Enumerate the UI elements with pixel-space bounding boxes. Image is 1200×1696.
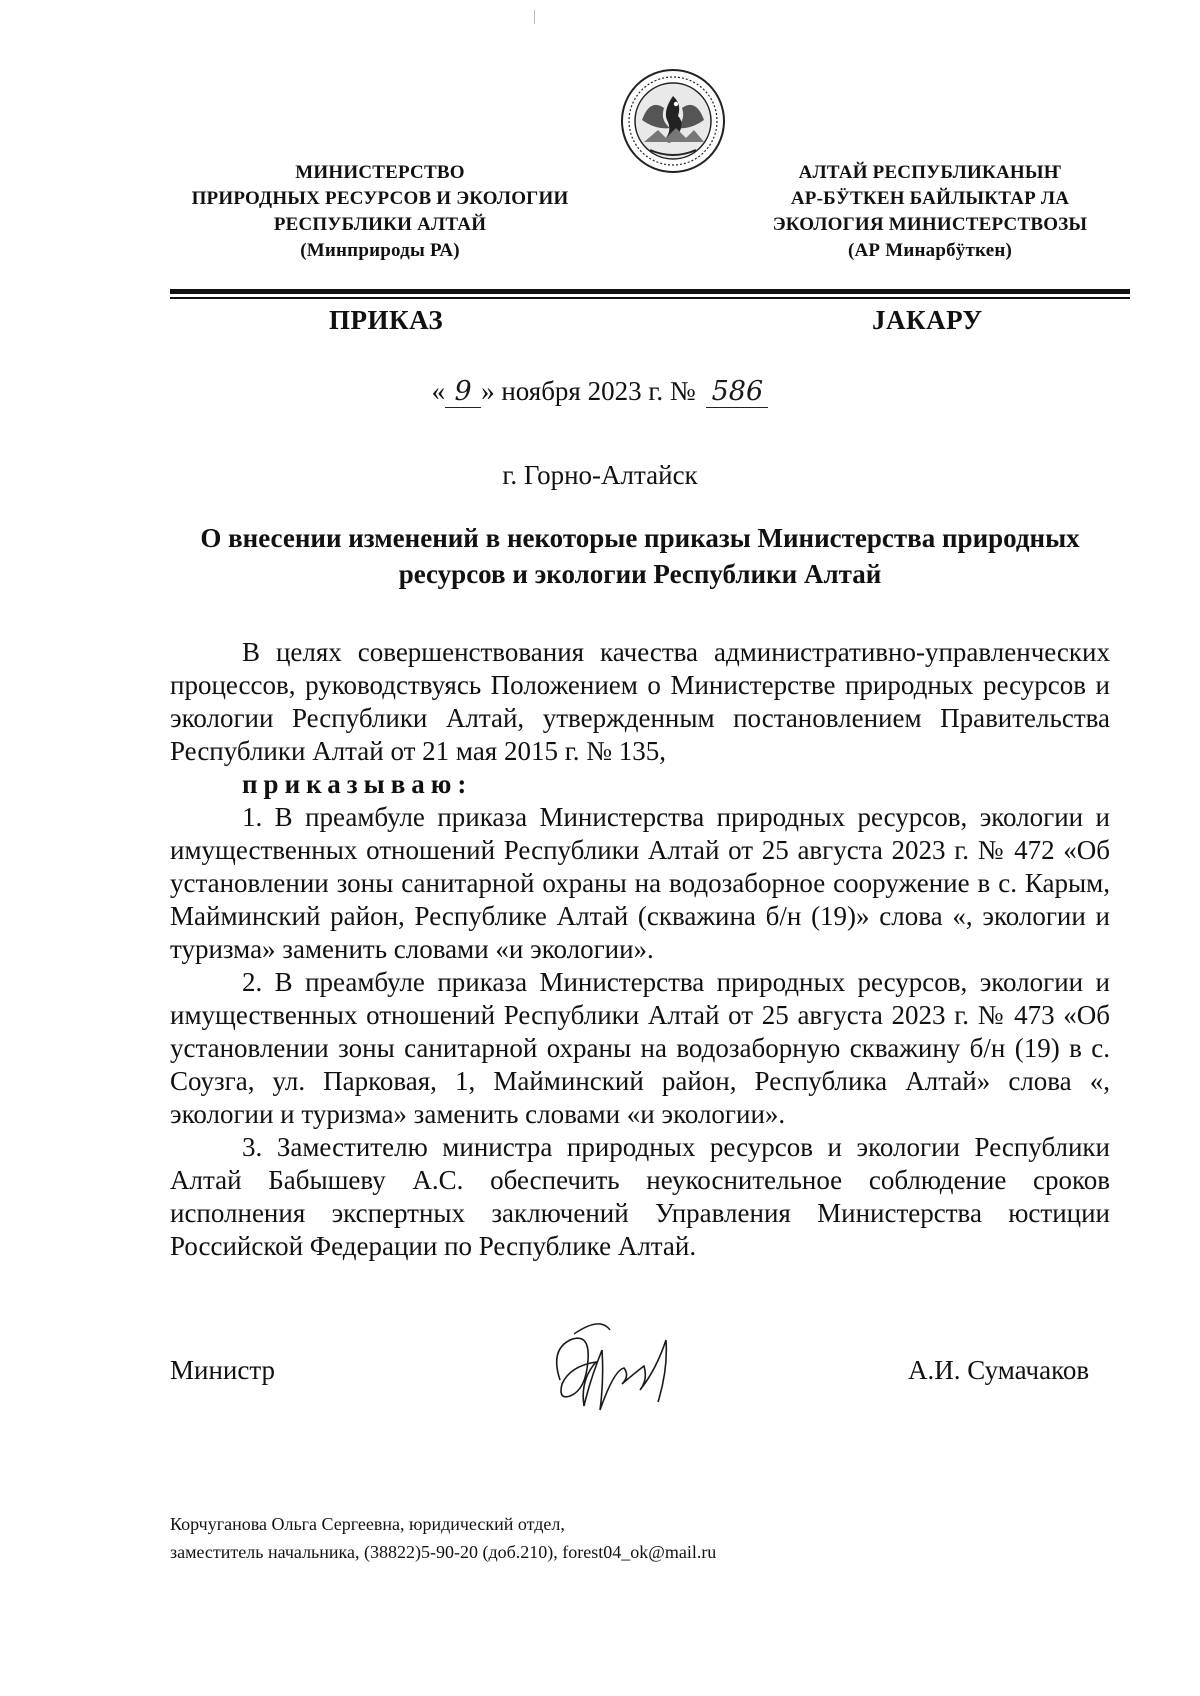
order-word-altai: ЈАКАРУ xyxy=(872,305,983,335)
order-item-1: 1. В преамбуле приказа Министерства природных ресурсов, экологии и имущественных отношений Республики Алтай от 25 августа 2023 г. № 472 «Об установлении зоны санитарной охраны на водозаборное сооружение в с. Карым, Майминский район, Республике Алтай (скважина б/н (19)» слова «, экологии и туризма» заменить словами «и экологии». xyxy=(170,802,1110,964)
order-body xyxy=(170,636,1110,1263)
footer-line: заместитель начальника, (38822)5-90-20 (доб.210), forest04_ok@mail.ru xyxy=(170,1542,717,1562)
header-line: МИНИСТЕРСТВО xyxy=(295,162,465,183)
scan-mark xyxy=(534,10,535,24)
order-number-field xyxy=(706,376,768,408)
ministry-name-russian xyxy=(170,160,590,264)
order-word-russian: ПРИКАЗ xyxy=(329,305,444,335)
title-line: О внесении изменений в некоторые приказы Министерства природных xyxy=(200,523,1080,553)
republic-altai-emblem-icon xyxy=(620,68,726,174)
order-item-2: 2. В преамбуле приказа Министерства природных ресурсов, экологии и имущественных отношений Республики Алтай от 25 августа 2023 г. № 473 «Об установлении зоны санитарной охраны на водозаборную скважину б/н (19) в с. Соузга, ул. Парковая, 1, Майминский район, Республика Алтай» слова «, экологии и туризма» заменить словами «и экологии». xyxy=(170,967,1110,1129)
header-line: (АР Минарбӱткен) xyxy=(847,240,1012,261)
order-item-3: 3. Заместителю министра природных ресурсов и экологии Республики Алтай Бабышеву А.С. обеспечить неукоснительное соблюдение сроков исполнения экспертных заключений Управления Министерства юстиции Российской Федерации по Республике Алтай. xyxy=(170,1132,1110,1261)
order-date-line xyxy=(0,376,1200,408)
preamble-paragraph: В целях совершенствования качества административно-управленческих процессов, руководствуясь Положением о Министерстве природных ресурсов и экологии Республики Алтай, утвержденным постановлением Правительства Республики Алтай от 21 мая 2015 г. № 135, xyxy=(170,637,1110,766)
header-line: АЛТАЙ РЕСПУБЛИКАНЫҤ xyxy=(798,162,1062,183)
ministry-name-altai xyxy=(730,160,1130,264)
footer-line: Корчуганова Ольга Сергеевна, юридический отдел, xyxy=(170,1514,565,1534)
title-line: ресурсов и экологии Республики Алтай xyxy=(398,559,882,589)
header-line: РЕСПУБЛИКИ АЛТАЙ xyxy=(273,214,487,235)
header-line: ПРИРОДНЫХ РЕСУРСОВ И ЭКОЛОГИИ xyxy=(191,188,569,209)
decree-word: приказываю: xyxy=(242,769,473,799)
executor-footer xyxy=(170,1510,716,1566)
signatory-role: Министр xyxy=(170,1355,275,1385)
date-month-year: » ноября 2023 г. № xyxy=(481,376,696,406)
header-divider-thick xyxy=(170,289,1130,294)
signatory-name: А.И. Сумачаков xyxy=(908,1355,1090,1385)
date-open-quote: « xyxy=(431,376,446,406)
date-day-handwritten: 9 xyxy=(454,376,472,407)
header-line: ЭКОЛОГИЯ МИНИСТЕРСТВОЗЫ xyxy=(772,214,1088,235)
city-of-issue: г. Горно-Алтайск xyxy=(502,460,698,490)
header-divider-thin xyxy=(170,297,1130,299)
header-line: АР-БӰТКЕН БАЙЛЫКТАР ЛА xyxy=(790,188,1070,209)
header-line: (Минприроды РА) xyxy=(300,240,460,261)
handwritten-signature xyxy=(540,1310,700,1420)
date-day-field xyxy=(445,376,481,408)
order-title xyxy=(160,520,1120,592)
order-number-handwritten: 586 xyxy=(711,376,764,407)
